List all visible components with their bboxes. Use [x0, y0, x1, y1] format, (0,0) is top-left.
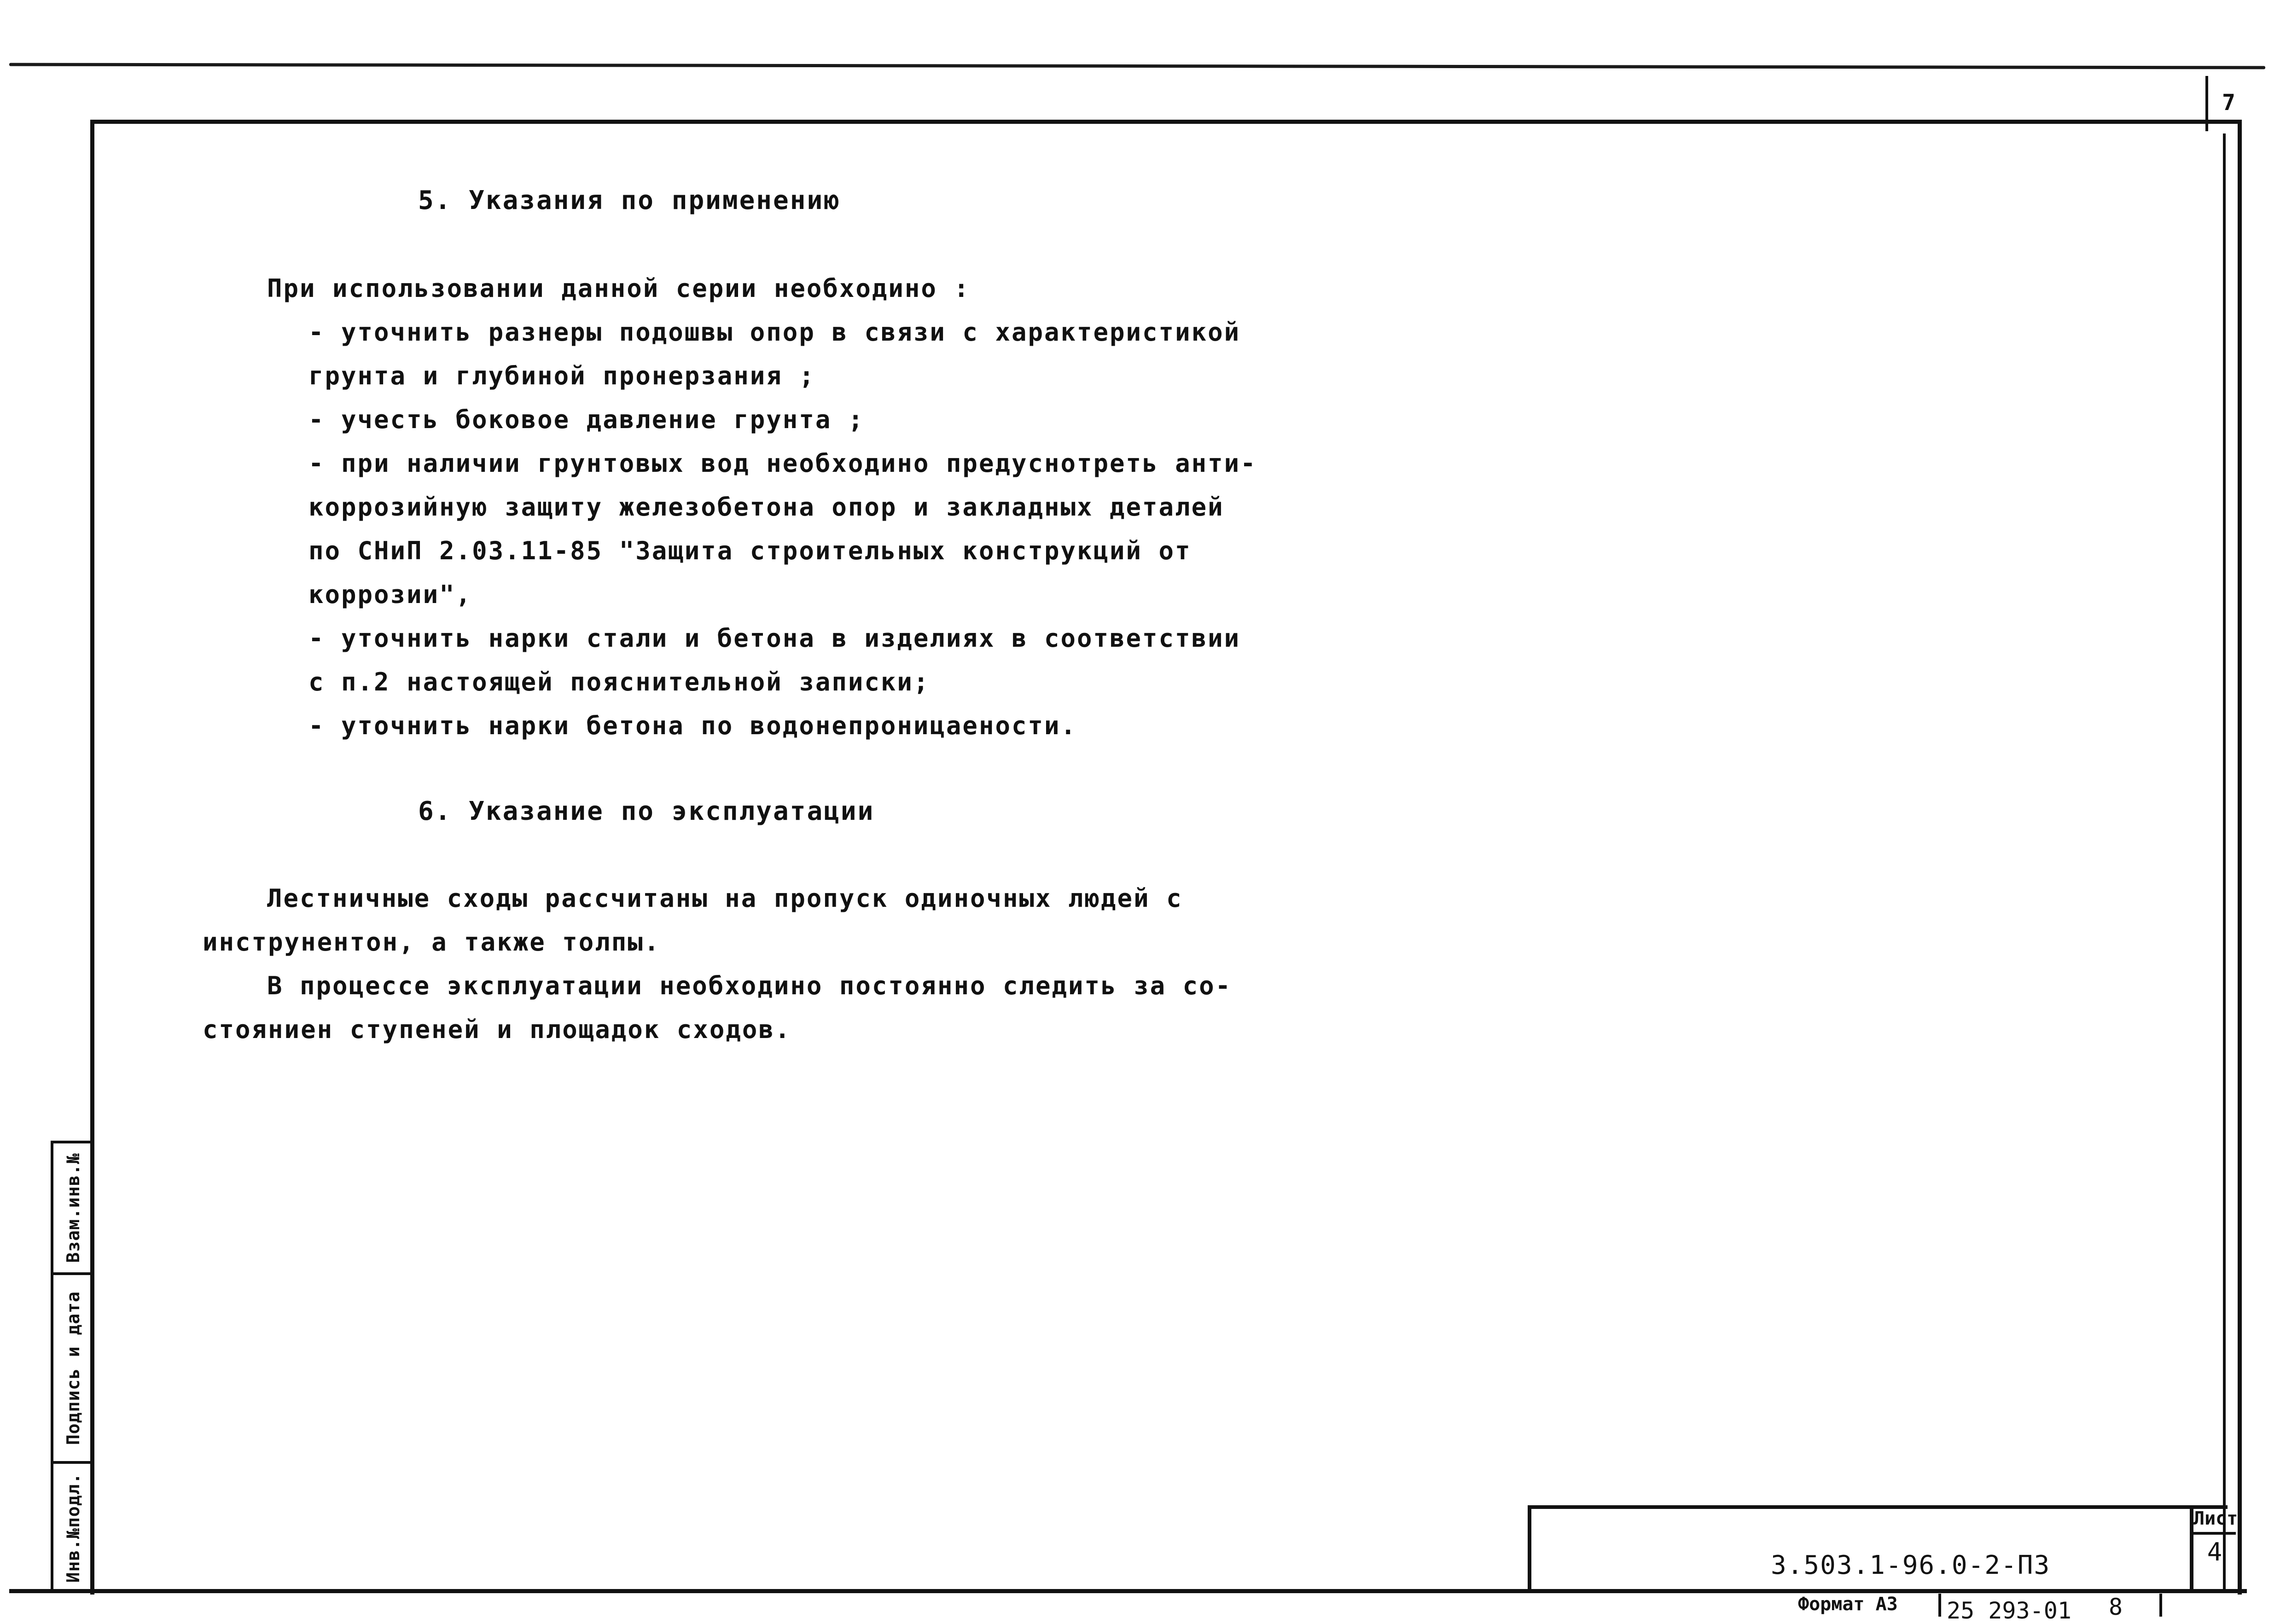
section5-line: - при наличии грунтовых вод необходино предуснотреть анти- — [308, 449, 1257, 478]
approval-stamp-strip — [51, 1141, 93, 1592]
document-code: 3.503.1-96.0-2-ПЗ — [1771, 1550, 2051, 1580]
sheet-label: Лист — [2193, 1505, 2236, 1535]
top-border-line — [9, 63, 2265, 70]
footer-divider — [1938, 1594, 1941, 1617]
stamp-label: Инв.№подл. — [63, 1473, 83, 1583]
section5-line: - уточнить разнеры подошвы опор в связи с характеристикой — [308, 318, 1241, 347]
stamp-label: Взам.инв.№ — [63, 1153, 83, 1263]
section5-line: грунта и глубиной пронерзания ; — [308, 361, 815, 390]
section5-heading: 5. Указания по применению — [418, 186, 841, 215]
section5-line: - уточнить нарки стали и бетона в изделиях в соответствии — [308, 624, 1241, 653]
section5-line: коррозии", — [308, 580, 472, 609]
stamp-cell — [53, 1275, 93, 1464]
copy-number: 8 — [2109, 1594, 2123, 1620]
section5-line: коррозийную защиту железобетона опор и закладных деталей — [308, 493, 1224, 522]
stamp-cell — [53, 1464, 93, 1592]
section5-line: с п.2 настоящей пояснительной записки; — [308, 667, 930, 696]
section6-line: стояниен ступеней и площадок сходов. — [203, 1015, 791, 1044]
footer-divider — [2159, 1594, 2162, 1617]
stamp-cell — [53, 1143, 93, 1275]
section6-line: Лестничные сходы рассчитаны на пропуск одиночных людей с — [267, 884, 1183, 913]
frame-right-double-line — [2223, 133, 2226, 1593]
corner-sheet-number: 7 — [2222, 90, 2235, 116]
title-block — [1528, 1505, 2238, 1593]
sheet-number-column — [2190, 1505, 2236, 1593]
section6-line: В процессе эксплуатации необходино постоянно следить за со- — [267, 971, 1232, 1000]
corner-sheet-box — [2205, 76, 2254, 131]
section5-line: При использовании данной серии необходино : — [267, 274, 970, 303]
section6-line: инструнентон, а также толпы. — [203, 928, 661, 957]
section6-heading: 6. Указание по эксплуатации — [418, 796, 875, 826]
section5-line: - уточнить нарки бетона по водонепроницаености. — [308, 711, 1077, 740]
section5-line: - учесть боковое давление грунта ; — [308, 405, 865, 434]
format-label: Формат А3 — [1798, 1594, 1898, 1615]
section5-line: по СНиП 2.03.11-85 "Защита строительных конструкций от — [308, 536, 1192, 565]
stamp-label: Подпись и дата — [63, 1291, 83, 1445]
archive-number: 25 293-01 — [1947, 1597, 2071, 1624]
sheet-number: 4 — [2207, 1537, 2222, 1566]
